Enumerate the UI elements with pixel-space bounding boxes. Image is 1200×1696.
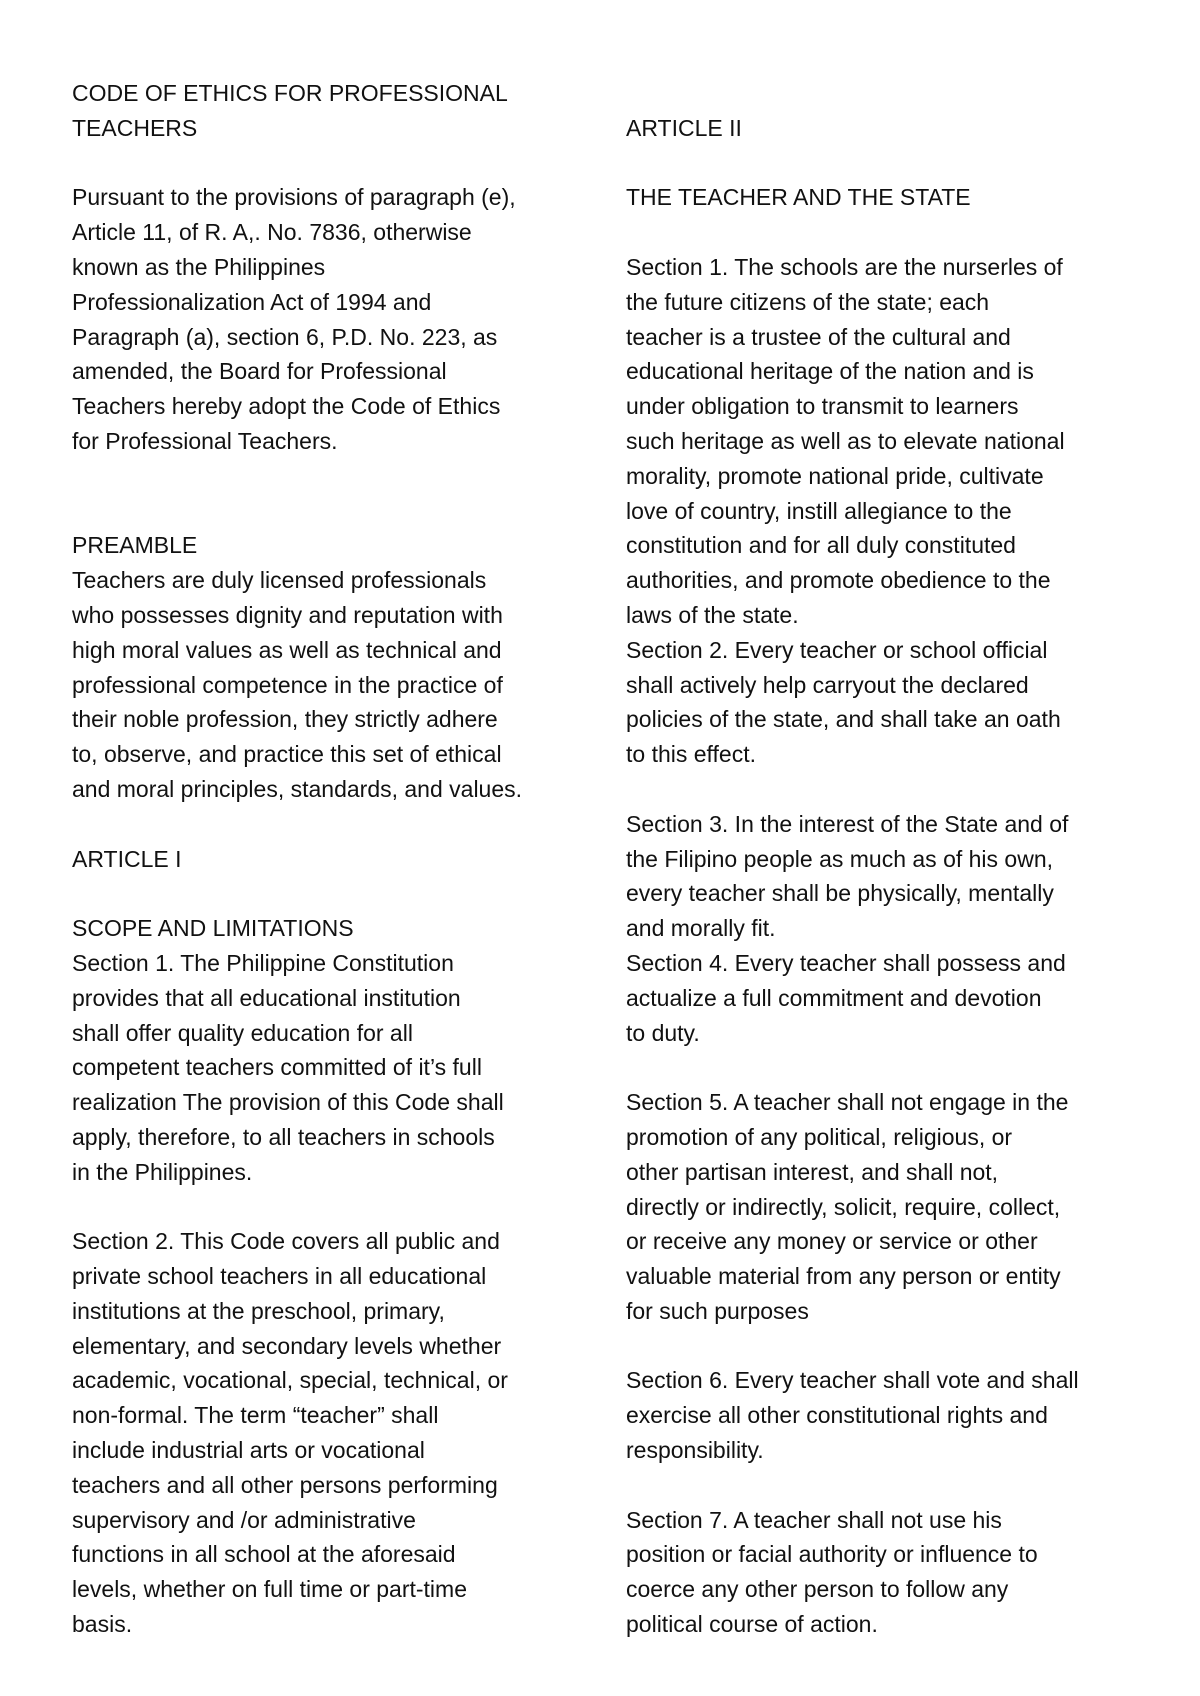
article-2-section-5: Section 5. A teacher shall not engage in the promotion of any political, religious, or other partisan interest, and shall not, directly or indirectly, solicit, require, collect, or receive any money or service or other valuable material from any person or entity for such purposes (626, 1089, 1069, 1324)
left-column (72, 76, 592, 1642)
article-2-section-3: Section 3. In the interest of the State and of the Filipino people as much as of his own, every teacher shall be physically, mentally and morally fit. (626, 810, 1069, 942)
article-2-heading: THE TEACHER AND THE STATE (626, 184, 971, 211)
article-2-section-2: Section 2. Every teacher or school official shall actively help carryout the declared policies of the state, and shall take an oath to this effect. (626, 636, 1061, 768)
right-column (626, 76, 1136, 1642)
document-title: CODE OF ETHICS FOR PROFESSIONAL TEACHERS (72, 80, 508, 141)
article-2-number: ARTICLE II (626, 114, 742, 141)
article-1-number: ARTICLE I (72, 845, 182, 872)
article-2-section-7: Section 7. A teacher shall not use his position or facial authority or influence to coerce any other person to follow any political course of action. (626, 1506, 1038, 1638)
preamble-text: Teachers are duly licensed professionals who possesses dignity and reputation with high moral values as well as technical and professional competence in the practice of their noble profession, they strictly adhere to, observe, and practice this set of ethical and moral principles, standards, and values. (72, 567, 523, 802)
article-2-section-4: Section 4. Every teacher shall possess and actualize a full commitment and devotion to duty. (626, 949, 1066, 1046)
preamble-heading: PREAMBLE (72, 532, 198, 559)
article-2-section-1: Section 1. The schools are the nurserles of the future citizens of the state; each teacher is a trustee of the cultural and educational heritage of the nation and is under obligation to transmit to learners such heritage as well as to elevate national morality, promote national pride, cultivate love of country, instill allegiance to the constitution and for all duly constituted authorities, and promote obedience to the laws of the state. (626, 253, 1065, 628)
article-2-section-6: Section 6. Every teacher shall vote and shall exercise all other constitutional rights and responsibility. (626, 1367, 1079, 1464)
article-1-section-2: Section 2. This Code covers all public and private school teachers in all educational institutions at the preschool, primary, elementary, and secondary levels whether academic, vocational, special, technical, or non-formal. The term “teacher” shall include industrial arts or vocational teachers and all other persons performing supervisory and /or administrative functions in all school at the aforesaid levels, whether on full time or part-time basis. (72, 1228, 508, 1638)
intro-paragraph: Pursuant to the provisions of paragraph (e), Article 11, of R. A,. No. 7836, otherwise known as the Philippines Professionalization Act of 1994 and Paragraph (a), section 6, P.D. No. 223, as amended, the Board for Professional Teachers hereby adopt the Code of Ethics for Professional Teachers. (72, 184, 516, 454)
article-1-heading: SCOPE AND LIMITATIONS (72, 915, 354, 942)
article-1-section-1: Section 1. The Philippine Constitution provides that all educational institution shall offer quality education for all competent teachers committed of it’s full realization The provision of this Code shall apply, therefore, to all teachers in schools in the Philippines. (72, 949, 504, 1185)
